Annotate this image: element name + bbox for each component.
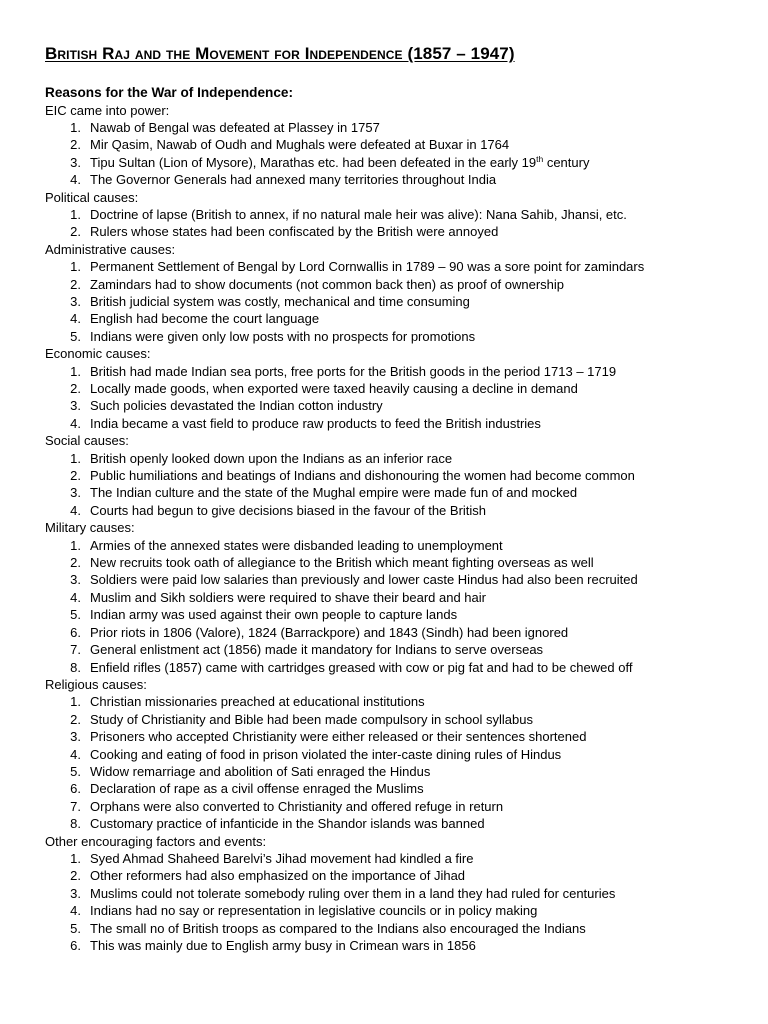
list-item-text: India became a vast field to produce raw products to feed the British industries <box>90 415 541 431</box>
list-item <box>45 728 728 745</box>
list-item-number: 6. <box>70 938 81 953</box>
list-item-text: Widow remarriage and abolition of Sati enraged the Hindus <box>90 763 431 779</box>
list-item <box>45 763 728 780</box>
list-item-number: 7. <box>70 642 81 658</box>
list-item <box>45 154 728 171</box>
list-item <box>45 659 728 676</box>
section-heading: Political causes: <box>45 189 139 205</box>
list-item-text: Tipu Sultan (Lion of Mysore), Marathas etc. had been defeated in the early 19 <box>90 154 537 170</box>
list-item <box>45 223 728 240</box>
list-item-text: Such policies devastated the Indian cotton industry <box>90 398 383 414</box>
list-item-number: 1. <box>70 206 81 222</box>
list-item <box>45 363 728 380</box>
list-item-number: 2. <box>70 868 81 884</box>
list-item-number: 2. <box>70 711 81 727</box>
section-heading: Administrative causes: <box>45 241 176 257</box>
list-item-number: 1. <box>70 850 81 866</box>
section-heading: Social causes: <box>45 433 129 449</box>
list-item-number: 3. <box>70 572 81 588</box>
list-item-text: Permanent Settlement of Bengal by Lord Cornwallis in 1789 – 90 was a sore point for zamindars <box>90 259 645 275</box>
list-item-number: 3. <box>70 729 81 745</box>
section-list <box>45 258 728 345</box>
section-heading: Other encouraging factors and events: <box>45 833 267 849</box>
list-item-text: Study of Christianity and Bible had been made compulsory in school syllabus <box>90 711 533 727</box>
list-item-text: Indians had no say or representation in legislative councils or in policy making <box>90 903 538 919</box>
list-item <box>45 502 728 519</box>
list-item <box>45 206 728 223</box>
document-title: British Raj and the Movement for Independence (1857 – 1947) <box>45 44 515 63</box>
list-item-number: 6. <box>70 624 81 640</box>
superscript-ordinal: th <box>536 153 544 164</box>
list-item <box>45 798 728 815</box>
list-item-number: 1. <box>70 694 81 710</box>
list-item-text: This was mainly due to English army busy in Crimean wars in 1856 <box>90 938 476 953</box>
list-item <box>45 589 728 606</box>
list-item-number: 5. <box>70 763 81 779</box>
section-list <box>45 119 728 189</box>
list-item-text: Public humiliations and beatings of Indians and dishonouring the women had become common <box>90 468 635 484</box>
list-item <box>45 293 728 310</box>
list-item <box>45 380 728 397</box>
list-item-text: Declaration of rape as a civil offense enraged the Muslims <box>90 781 424 797</box>
list-item-number: 2. <box>70 468 81 484</box>
list-item-number: 7. <box>70 798 81 814</box>
document-subtitle: Reasons for the War of Independence: <box>45 85 293 100</box>
list-item-number: 1. <box>70 450 81 466</box>
list-item-number: 3. <box>70 293 81 309</box>
list-item <box>45 467 728 484</box>
list-item <box>45 554 728 571</box>
list-item-number: 3. <box>70 885 81 901</box>
list-item-text: Zamindars had to show documents (not common back then) as proof of ownership <box>90 276 565 292</box>
list-item-text: The Indian culture and the state of the Mughal empire were made fun of and mocked <box>90 485 578 501</box>
list-item <box>45 537 728 554</box>
list-item-text: Courts had begun to give decisions biased in the favour of the British <box>90 502 487 518</box>
list-item-text: British had made Indian sea ports, free ports for the British goods in the period 1713 – 1719 <box>90 363 617 379</box>
list-item-text: Muslim and Sikh soldiers were required to shave their beard and hair <box>90 589 486 605</box>
list-item-text: Locally made goods, when exported were taxed heavily causing a decline in demand <box>90 381 578 396</box>
section-heading: Religious causes: <box>45 676 147 692</box>
list-item-number: 2. <box>70 137 81 153</box>
list-item-text: Christian missionaries preached at educational institutions <box>90 694 425 710</box>
list-item-number: 1. <box>70 363 81 379</box>
list-item-number: 4. <box>70 502 81 518</box>
list-item-text: Prisoners who accepted Christianity were either released or their sentences shortened <box>90 729 587 745</box>
list-item-number: 8. <box>70 816 81 832</box>
list-item-number: 2. <box>70 276 81 292</box>
list-item <box>45 276 728 293</box>
list-item <box>45 902 728 919</box>
list-item-text: The Governor Generals had annexed many territories throughout India <box>90 172 497 188</box>
list-item-number: 4. <box>70 415 81 431</box>
list-item <box>45 885 728 902</box>
list-item-text: Customary practice of infanticide in the Shandor islands was banned <box>90 816 485 832</box>
list-item <box>45 780 728 797</box>
list-item-text: Orphans were also converted to Christianity and offered refuge in return <box>90 798 504 814</box>
section-list <box>45 693 728 832</box>
section-list <box>45 363 728 433</box>
list-item-text: Cooking and eating of food in prison violated the inter-caste dining rules of Hindus <box>90 746 562 762</box>
list-item-text: Enfield rifles (1857) came with cartridges greased with cow or pig fat and had to be chewed off <box>90 659 633 675</box>
list-item-text: New recruits took oath of allegiance to the British which meant fighting overseas as well <box>90 555 594 571</box>
section-heading: Military causes: <box>45 520 135 536</box>
section-heading: Economic causes: <box>45 346 151 362</box>
list-item-number: 3. <box>70 485 81 501</box>
section-heading: EIC came into power: <box>45 102 170 118</box>
list-item <box>45 641 728 658</box>
section-list <box>45 850 728 954</box>
section-list <box>45 206 728 241</box>
section-list <box>45 537 728 676</box>
list-item-text: British judicial system was costly, mechanical and time consuming <box>90 293 470 309</box>
list-item <box>45 310 728 327</box>
list-item-text: Nawab of Bengal was defeated at Plassey in 1757 <box>90 119 380 135</box>
list-item-number: 4. <box>70 903 81 919</box>
list-item-number: 3. <box>70 398 81 414</box>
list-item <box>45 119 728 136</box>
list-item-number: 3. <box>70 154 81 170</box>
list-item <box>45 415 728 432</box>
sections-container <box>45 102 728 955</box>
list-item-number: 5. <box>70 328 81 344</box>
list-item-text: The small no of British troops as compared to the Indians also encouraged the Indians <box>90 920 586 936</box>
list-item-text: British openly looked down upon the Indians as an inferior race <box>90 450 453 466</box>
list-item-number: 1. <box>70 537 81 553</box>
list-item <box>45 815 728 832</box>
list-item-text: General enlistment act (1856) made it mandatory for Indians to serve overseas <box>90 642 544 658</box>
list-item <box>45 450 728 467</box>
list-item-number: 1. <box>70 119 81 135</box>
list-item <box>45 850 728 867</box>
list-item <box>45 920 728 937</box>
section-list <box>45 450 728 520</box>
list-item-text: Mir Qasim, Nawab of Oudh and Mughals were defeated at Buxar in 1764 <box>90 137 510 153</box>
list-item-text: Muslims could not tolerate somebody ruling over them in a land they had ruled for centuries <box>90 885 616 901</box>
list-item <box>45 937 728 954</box>
list-item <box>45 693 728 710</box>
list-item <box>45 484 728 501</box>
list-item-number: 2. <box>70 555 81 571</box>
list-item-text: Other reformers had also emphasized on the importance of Jihad <box>90 868 466 884</box>
list-item <box>45 624 728 641</box>
list-item <box>45 606 728 623</box>
list-item-text: Rulers whose states had been confiscated by the British were annoyed <box>90 224 499 240</box>
list-item-text-tail: century <box>543 154 590 170</box>
list-item-number: 2. <box>70 381 81 396</box>
list-item-number: 1. <box>70 259 81 275</box>
list-item-number: 2. <box>70 224 81 240</box>
list-item-text: Syed Ahmad Shaheed Barelvi’s Jihad movement had kindled a fire <box>90 850 474 866</box>
list-item-text: Indians were given only low posts with no prospects for promotions <box>90 328 476 344</box>
list-item-text: Prior riots in 1806 (Valore), 1824 (Barrackpore) and 1843 (Sindh) had been ignored <box>90 624 569 640</box>
list-item-number: 4. <box>70 311 81 327</box>
list-item-number: 5. <box>70 920 81 936</box>
list-item-text: Armies of the annexed states were disbanded leading to unemployment <box>90 537 503 553</box>
list-item-text: Doctrine of lapse (British to annex, if no natural male heir was alive): Nana Sahib, Jhansi, etc. <box>90 206 627 222</box>
list-item <box>45 746 728 763</box>
list-item <box>45 397 728 414</box>
list-item <box>45 328 728 345</box>
list-item <box>45 136 728 153</box>
list-item-number: 4. <box>70 746 81 762</box>
list-item-number: 4. <box>70 589 81 605</box>
list-item <box>45 258 728 275</box>
list-item <box>45 571 728 588</box>
list-item-text: Indian army was used against their own people to capture lands <box>90 607 458 623</box>
list-item-number: 6. <box>70 781 81 797</box>
list-item-text: Soldiers were paid low salaries than previously and lower caste Hindus had also been recruited <box>90 572 638 588</box>
list-item-number: 4. <box>70 172 81 188</box>
list-item <box>45 867 728 884</box>
list-item <box>45 711 728 728</box>
list-item-number: 5. <box>70 607 81 623</box>
list-item <box>45 171 728 188</box>
list-item-text: English had become the court language <box>90 311 320 327</box>
list-item-number: 8. <box>70 659 81 675</box>
